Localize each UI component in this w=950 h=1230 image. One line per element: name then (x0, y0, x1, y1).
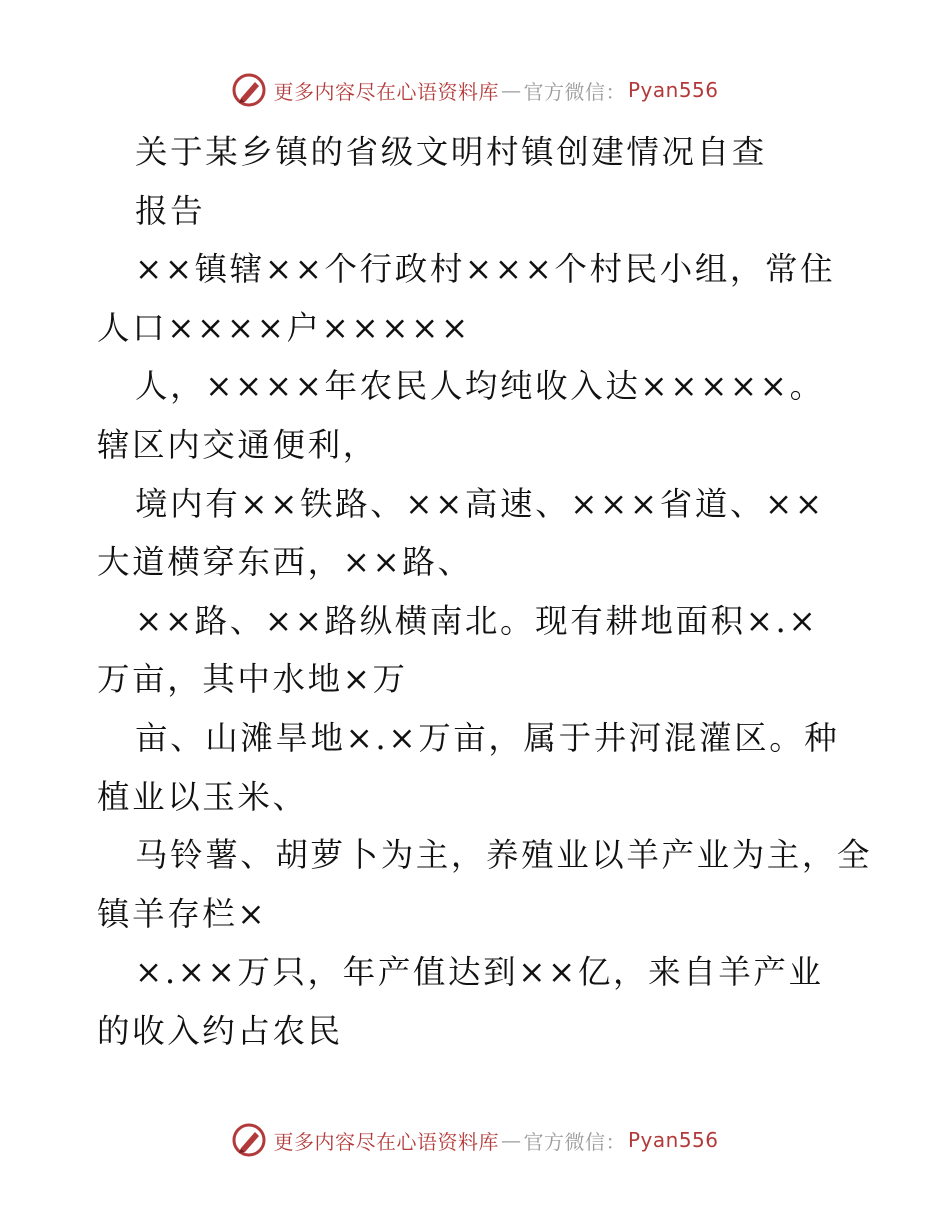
paragraph-line: 大道横穿东西，××路、 (97, 543, 473, 582)
paragraph-line: 镇羊存栏× (97, 894, 268, 933)
paragraph-line: 辖区内交通便利， (97, 425, 378, 464)
paragraph-line: ××镇辖××个行政村×××个村民小组，常住 (135, 250, 836, 289)
paragraph-line: ××路、××路纵横南北。现有耕地面积×.× (135, 601, 819, 640)
paragraph-line: 植业以玉米、 (97, 777, 308, 816)
watermark-header (0, 70, 950, 110)
document-body (97, 123, 887, 1061)
watermark-wechat-id: Pyan556 (627, 1128, 719, 1152)
paragraph-line: 的收入约占农民 (97, 1011, 343, 1050)
paragraph-line: 万亩，其中水地×万 (97, 660, 408, 699)
watermark-separator: — (500, 1128, 522, 1152)
paragraph-line: 人口××××户××××× (97, 308, 471, 347)
paragraph-line: 人，××××年农民人均纯收入达×××××。 (135, 367, 825, 406)
paragraph-line: 马铃薯、胡萝卜为主，养殖业以羊产业为主，全 (135, 836, 873, 875)
pen-logo-icon (231, 72, 267, 108)
pen-logo-icon (231, 1122, 267, 1158)
paragraph-line: 境内有××铁路、××高速、×××省道、×× (135, 484, 825, 523)
watermark-contact: 官方微信： (523, 79, 626, 104)
watermark-contact: 官方微信： (523, 1129, 626, 1154)
watermark-separator: — (500, 78, 522, 102)
document-title-line: 关于某乡镇的省级文明村镇创建情况自查 (135, 133, 767, 171)
paragraph-line: 亩、山滩旱地×.×万亩，属于井河混灌区。种 (135, 718, 840, 757)
watermark-wechat-id: Pyan556 (627, 78, 719, 102)
document-title-line: 报告 (135, 191, 206, 230)
watermark-footer (0, 1120, 950, 1160)
watermark-brand: 更多内容尽在心语资料库 (273, 1129, 499, 1154)
paragraph-line: ×.××万只，年产值达到××亿，来自羊产业 (135, 953, 824, 992)
watermark-brand: 更多内容尽在心语资料库 (273, 79, 499, 104)
